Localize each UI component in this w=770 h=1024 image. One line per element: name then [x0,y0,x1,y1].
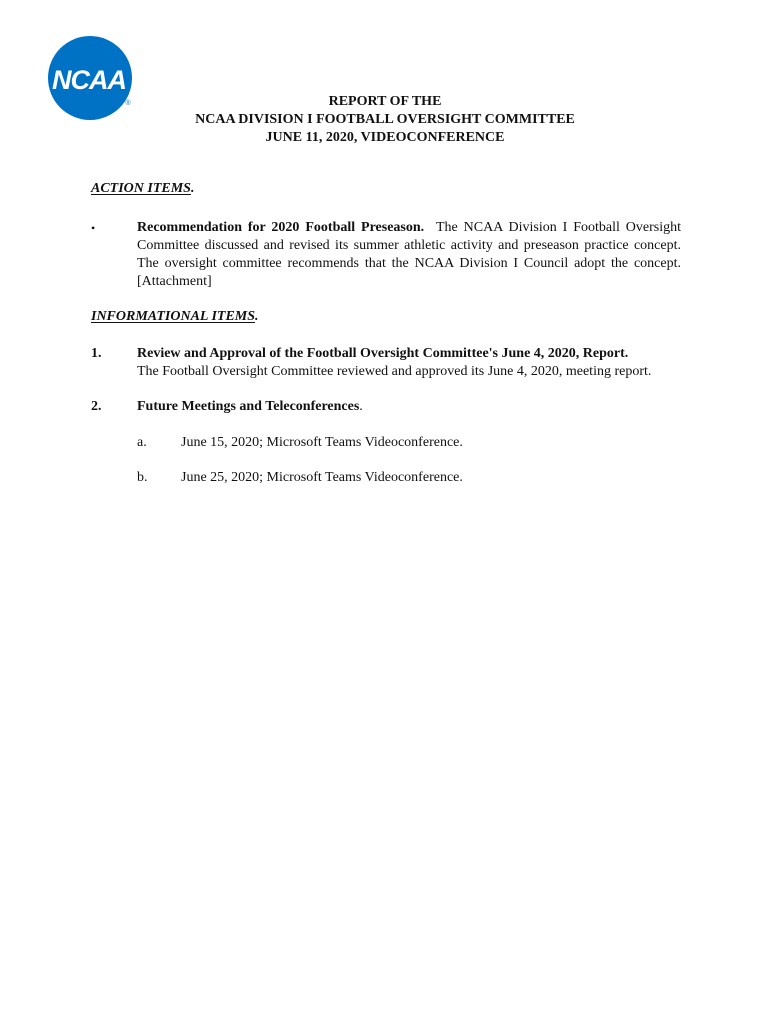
report-title-line-2: NCAA DIVISION I FOOTBALL OVERSIGHT COMMITTEE [195,112,575,127]
informational-item [91,345,681,381]
informational-item-title-period: . [359,399,363,414]
meeting-list-item [137,469,637,487]
action-item-title: Recommendation for 2020 Football Preseason. [137,220,425,235]
informational-item-text: The Football Oversight Committee reviewed and approved its June 4, 2020, meeting report. [137,364,652,379]
informational-items-heading-period: . [255,309,259,324]
item-number: 1. [91,346,102,361]
sub-item-letter: b. [137,470,148,485]
informational-item-title: Future Meetings and Teleconferences [137,399,360,414]
item-number: 2. [91,399,102,414]
informational-item [91,398,681,416]
informational-items-heading-text: INFORMATIONAL ITEMS [91,309,256,324]
report-title [0,93,770,147]
svg-text:NCAA: NCAA [52,65,126,95]
sub-item-letter: a. [137,435,147,450]
action-items-heading-text: ACTION ITEMS [91,181,191,196]
meeting-list-item [137,434,637,452]
report-title-line-1: REPORT OF THE [328,94,442,109]
action-item [91,219,681,291]
informational-item-title: Review and Approval of the Football Oversight Committee's June 4, 2020, Report. [137,346,629,361]
action-items-heading-period: . [190,181,195,196]
report-title-line-3: JUNE 11, 2020, VIDEOCONFERENCE [265,130,505,145]
svg-text:®: ® [125,100,131,107]
meeting-date-text: June 25, 2020; Microsoft Teams Videoconference. [181,470,463,485]
action-items-heading [91,181,194,197]
action-item-text: The NCAA Division I Football Oversight Committee discussed and revised its summer athletic activity and preseason practice concept. The oversight committee recommends that the NCAA Division I Council adopt the concept. [Attachment] [137,220,682,289]
informational-items-heading [91,309,259,325]
bullet-icon: • [91,221,96,235]
meeting-date-text: June 15, 2020; Microsoft Teams Videoconference. [181,435,463,450]
